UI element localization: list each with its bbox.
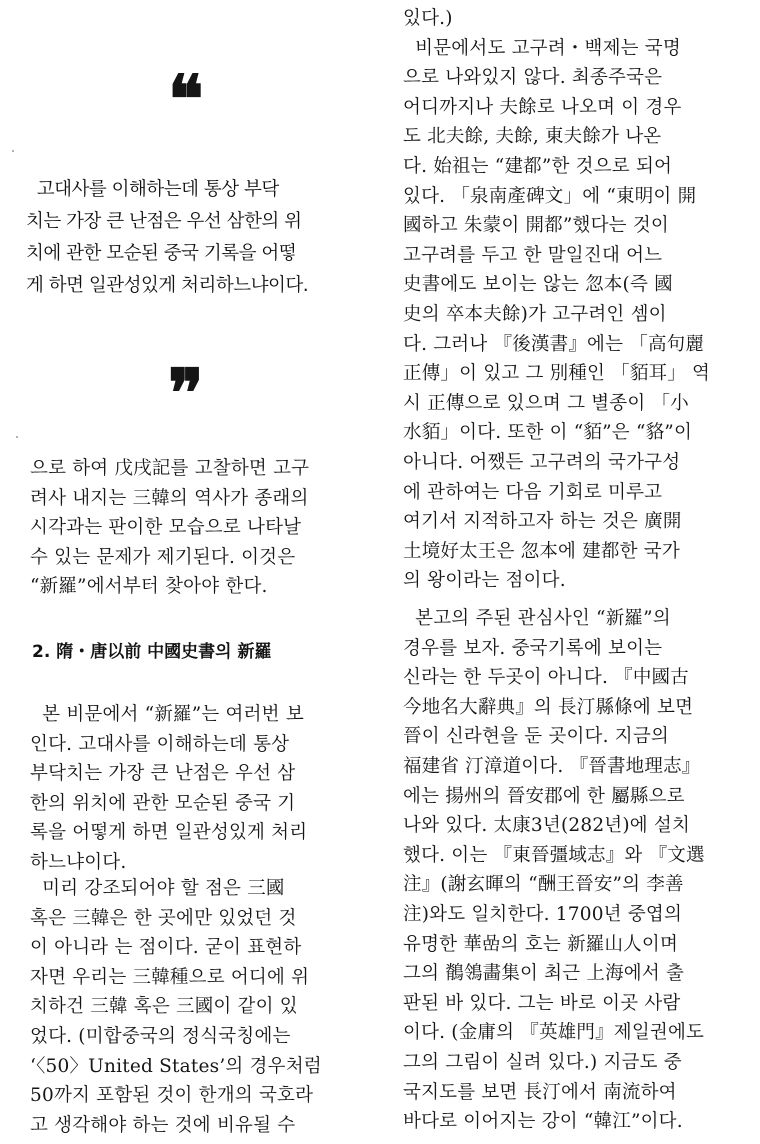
section-heading: 2. 隋・唐以前 中國史書의 新羅 [32, 642, 272, 662]
left-paragraph-1: 으로 하여 戊戌記를 고찰하면 고구 려사 내지는 三韓의 역사가 종래의 시각과는 판이한 모습으로 나타날 수 있는 문제가 제기된다. 이것은 “新羅”에서부터 찾아야 한다. [30, 458, 310, 598]
scan-speck [16, 436, 18, 438]
pull-quote-open-mark: ❝ [168, 60, 198, 138]
right-paragraph-2: 본고의 주된 관심사인 “新羅”의 경우를 보자. 중국기록에 보이는 신라는 한 두곳이 아니다. 『中國古 今地名大辭典』의 長汀縣條에 보면 晉이 신라현을 둔 곳이다. 지금의 福建省 汀漳道이다. 『晉書地理志』 에는 揚州의 晉安郡에 한 屬縣으로 나와 있다. 太康3년(282년)에 설치 했다. 이는 『東晉彊域志』와 『文選 注』(謝玄暉의 “酬王晉安”의 李善 注)와도 일치한다. 1700년 중엽의 유명한 華嵒의 호는 新羅山人이며 그의 鶺鴒畵集이 최근 上海에서 출 판된 바 있다. 그는 바로 이곳 사람 이다. (金庸의 『英雄門』제일권에도 그의 그림이 실려 있다.) 지금도 중 국지도를 보면 長汀에서 南流하여 바다로 이어지는 강이 “韓江”이다. [403, 608, 705, 1133]
left-paragraph-3: 미리 강조되어야 할 점은 三國 혹은 三韓은 한 곳에만 있었던 것 이 아니라 는 점이다. 굳이 표현하 자면 우리는 三韓種으로 어디에 위 치하건 三韓 혹은 三國이 같이 있 었다. (미합중국의 정식국칭에는 ‘〈50〉United States’의 경우처럼 50까지 포함된 것이 한개의 국호라 고 생각해야 하는 것에 비유될 수 [30, 878, 322, 1136]
pull-quote-close-mark: ❞ [168, 354, 198, 432]
scan-speck [12, 150, 14, 152]
pull-quote-text: 고대사를 이해하는데 통상 부닥 치는 가장 큰 난점은 우선 삼한의 위 치에 관한 모순된 중국 기록을 어떻 게 하면 일관성있게 처리하느냐이다. [26, 179, 309, 296]
left-paragraph-2: 본 비문에서 “新羅”는 여러번 보 인다. 고대사를 이해하는데 통상 부닥치는 가장 큰 난점은 우선 삼 한의 위치에 관한 모순된 중국 기 록을 어떻게 하면 일관성있게 처리 하느냐이다. [30, 704, 308, 873]
right-paragraph-1: 있다.) 비문에서도 고구려・백제는 국명 으로 나와있지 않다. 최종주국은 어디까지나 夫餘로 나오며 이 경우 도 北夫餘, 夫餘, 東夫餘가 나온 다. 始祖는 “建都”한 것으로 되어 있다. 「泉南產碑文」에 “東明이 開 國하고 朱蒙이 開都”했다는 것이 고구려를 두고 한 말일진대 어느 史書에도 보이는 않는 忽本(즉 國 史의 卒本夫餘)가 고구려인 셈이 다. 그러나 『後漢書』에는 「高句麗 正傳」이 있고 그 別種인 「貊耳」 역 시 正傳으로 있으며 그 별종이 「小 水貊」이다. 또한 이 “貊”은 “貉”이 아니다. 어쨌든 고구려의 국가구성 에 관하여는 다음 기회로 미루고 여기서 지적하고자 하는 것은 廣開 土境好太王은 忽本에 建都한 국가 의 왕이라는 점이다. [403, 8, 711, 592]
